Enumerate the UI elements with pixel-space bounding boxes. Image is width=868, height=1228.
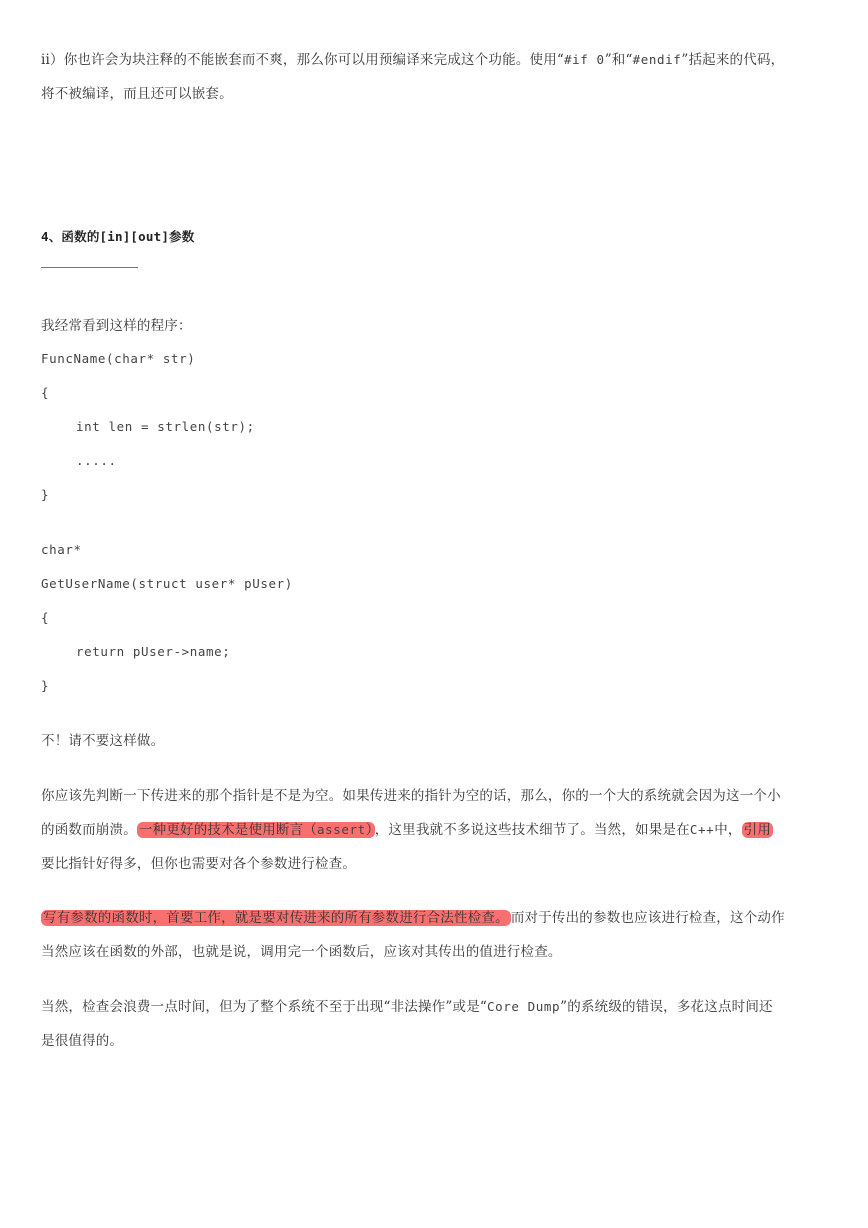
- heading-underline: [41, 267, 138, 268]
- inline-code-cpp: C++: [689, 822, 715, 837]
- section-heading: 4、函数的[in][out]参数: [41, 229, 195, 244]
- highlight-reference: 引用: [743, 822, 772, 838]
- code-line: FuncName(char* str): [41, 351, 196, 366]
- code-line: int len = strlen(str);: [76, 419, 255, 434]
- warning-text: 不！请不要这样做。: [41, 733, 165, 749]
- paragraph-cost-line-1: [41, 998, 773, 1016]
- paragraph-check-line-3: 要比指针好得多，但你也需要对各个参数进行检查。: [41, 856, 357, 872]
- paragraph-macro-line-2: 将不被编译，而且还可以嵌套。: [41, 86, 233, 102]
- intro-text: 我经常看到这样的程序：: [41, 318, 192, 334]
- text-run: ”的系统级的错误，多花这点时间还: [560, 999, 773, 1015]
- highlight-assert: [137, 822, 375, 838]
- text-run: ，这里我就不多说这些技术细节了。当然，如果是在: [374, 822, 690, 838]
- code-line: {: [41, 610, 50, 625]
- paragraph-check-line-2: [41, 821, 773, 839]
- highlight-validate: 写有参数的函数时，首要工作，就是要对传进来的所有参数进行合法性检查。: [43, 910, 509, 926]
- code-line: }: [41, 678, 50, 693]
- paragraph-validate-line-2: 当然应该在函数的外部，也就是说，调用完一个函数后，应该对其传出的值进行检查。: [41, 944, 562, 960]
- code-line: return pUser->name;: [76, 644, 231, 659]
- inline-code-core-dump: Core Dump: [487, 999, 561, 1014]
- text-run: 而对于传出的参数也应该进行检查，这个动作: [510, 910, 785, 926]
- inline-code-if0: #if 0: [564, 52, 605, 67]
- text-run: ”和“: [604, 52, 633, 68]
- text-run: 的函数而崩溃。: [41, 822, 137, 838]
- text-run: 中，: [714, 822, 742, 838]
- code-line: GetUserName(struct user* pUser): [41, 576, 293, 591]
- text-run: 当然，检查会浪费一点时间，但为了整个系统不至于出现“非法操作”或是“: [41, 999, 488, 1015]
- inline-code-assert: assert: [317, 822, 366, 837]
- text-run: ii）你也许会为块注释的不能嵌套而不爽，那么你可以用预编译来完成这个功能。使用“: [41, 52, 565, 68]
- paragraph-macro-line-1: [41, 51, 784, 69]
- code-line: char*: [41, 542, 82, 557]
- inline-code-endif: #endif: [632, 52, 682, 67]
- code-line: .....: [76, 453, 117, 468]
- code-line: }: [41, 487, 50, 502]
- text-run: ”括起来的代码，: [681, 52, 785, 68]
- paragraph-check-line-1: 你应该先判断一下传进来的那个指针是不是为空。如果传进来的指针为空的话，那么，你的一个大的系统就会因为这一个小: [41, 788, 781, 804]
- paragraph-cost-line-2: 是很值得的。: [41, 1033, 124, 1049]
- text-run: ）: [365, 822, 373, 838]
- paragraph-validate-line-1: [41, 909, 785, 927]
- code-line: {: [41, 385, 50, 400]
- text-run: 一种更好的技术是使用断言（: [138, 822, 318, 838]
